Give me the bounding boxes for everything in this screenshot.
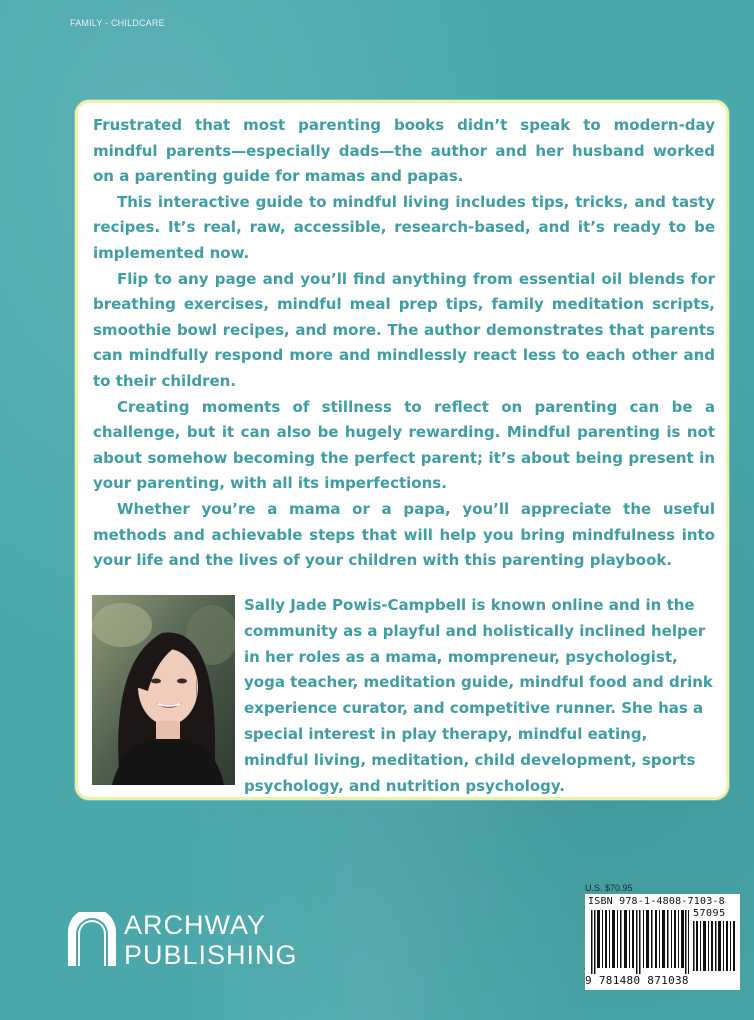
book-blurb <box>93 113 715 574</box>
blurb-paragraph: Whether you’re a mama or a papa, you’ll appreciate the useful methods and achievable steps that will help you bring mindfulness into your life and the lives of your children with this parenting playbook. <box>93 499 715 570</box>
barcode <box>585 894 740 990</box>
barcode-bars <box>591 910 689 974</box>
publisher-name-line2: PUBLISHING <box>124 940 298 970</box>
description-panel <box>75 100 729 800</box>
blurb-paragraph: Creating moments of stillness to reflect on parenting can be a challenge, but it can also be hugely rewarding. Mindful parenting is not about somehow becoming the perfect parent; it’s about being present in your parenting, with all its imperfections. <box>93 397 715 493</box>
barcode-addon-text: 57095 <box>693 908 726 919</box>
barcode-number: 9 781480 871038 <box>585 974 689 987</box>
author-photo <box>92 595 235 785</box>
blurb-paragraph: Frustrated that most parenting books didn’t speak to modern-day mindful parents—especially dads—the author and her husband worked on a parenting guide for mamas and papas. <box>93 116 715 186</box>
blurb-paragraph: Flip to any page and you’ll find anything from essential oil blends for breathing exercises, mindful meal prep tips, family meditation scripts, smoothie bowl recipes, and more. The author demonstrates that parents can mindfully respond more and mindlessly react less to each other and to their children. <box>93 269 715 390</box>
author-bio: Sally Jade Powis-Campbell is known online and in the community as a playful and holistically inclined helper in her roles as a mama, mompreneur, psychologist, yoga teacher, meditation guide, mindful food and drink experience curator, and competitive runner. She has a special interest in play therapy, mindful eating, mindful living, meditation, child development, sports psychology, and nutrition psychology. <box>244 596 713 795</box>
blurb-paragraph: This interactive guide to mindful living includes tips, tricks, and tasty recipes. It’s real, raw, accessible, research-based, and it’s ready to be implemented now. <box>93 192 715 262</box>
barcode-addon-bars <box>693 921 735 971</box>
price-label: U.S. $70.95 <box>585 883 633 893</box>
category-label: FAMILY - CHILDCARE <box>70 18 165 28</box>
archway-arch-icon <box>68 912 116 966</box>
isbn-text: ISBN 978-1-4808-7103-8 <box>588 896 725 907</box>
publisher-name-line1: ARCHWAY <box>124 910 266 940</box>
